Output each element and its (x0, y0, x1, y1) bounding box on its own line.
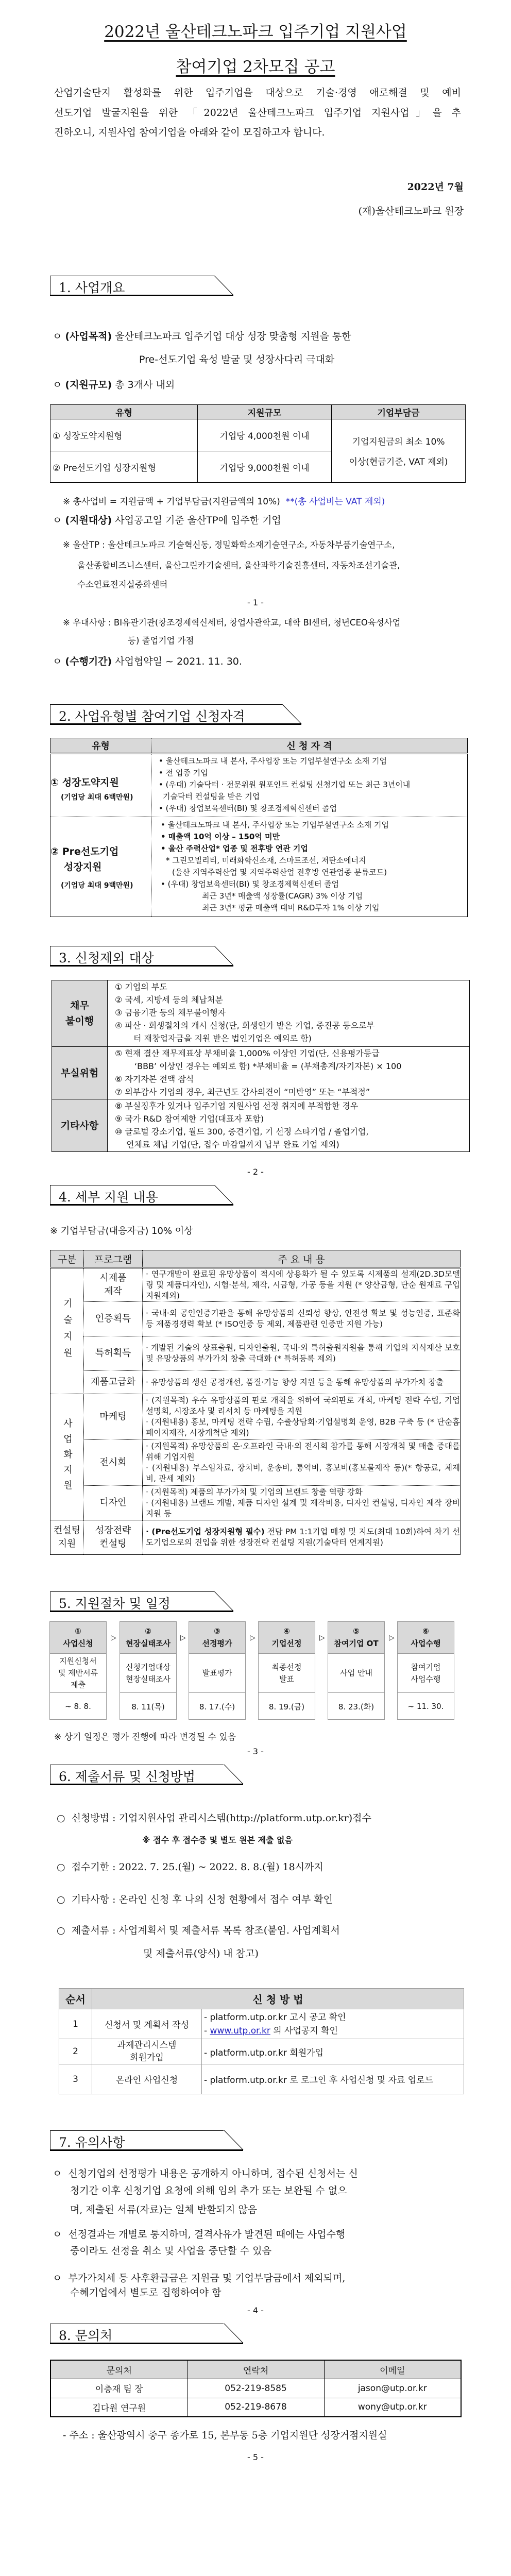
target-item: ㅇ (지원대상) 사업공고일 기준 울산TP에 입주한 기업 (53, 515, 281, 526)
table-row: 김다원 연구원 052-219-8678 wony@utp.or.kr (50, 2398, 461, 2417)
signatory: (재)울산테크노파크 원장 (358, 206, 464, 217)
schedule-step: ⑥ 사업수행 참여기업 사업수행 ~ 11. 30. (397, 1621, 454, 1720)
purpose-item: ㅇ (사업목적) 울산테크노파크 입주기업 대상 성장 맞춤형 지원을 통한 (53, 331, 351, 342)
arrow-right-icon: ▷ (389, 1634, 395, 1642)
announcement-date: 2022년 7월 (407, 181, 464, 193)
section-header-details: 4. 세부 지원 내용 (50, 1185, 233, 1206)
schedule-note: ※ 상기 일정은 평가 진행에 따라 변경될 수 있음 (54, 1732, 236, 1742)
col-header: 지원규모 (198, 405, 332, 419)
table-row: 디자인 · (지원목적) 제품의 부가가치 및 기업의 브랜드 창출 역량 강화 · (지원내용) 브랜드 개발, 제품 디자인 설계 및 제작비용, 디자인 컨설팅, 디자인 제작 장비 지원 등 (50, 1486, 461, 1520)
details-note: ※ 기업부담금(대응자금) 10% 이상 (50, 1226, 193, 1236)
table-row: ② Pre선도기업 성장지원형 기업당 9,000천원 이내 (50, 451, 466, 483)
application-docs: ○ 제출서류 : 사업계획서 및 제출서류 목록 참조(붙임. 사업계획서 (57, 1925, 340, 1936)
schedule-step: ⑤ 참여기업 OT 사업 안내 8. 23.(화) (328, 1621, 385, 1720)
preference-note: ※ 우대사항 : BI유관기관(창조경제혁신세터, 창업사관학교, 대학 BI센터, 청년CEO육성사업 (63, 618, 401, 628)
page-number: - 1 - (247, 598, 264, 607)
application-docs-line2: 및 제출서류(양식) 내 참고) (143, 1948, 259, 1959)
note-line: 수혜기업에서 별도로 집행하여야 함 (70, 2287, 222, 2298)
scale-item: ㅇ (지원규모) 총 3개사 내외 (53, 379, 175, 391)
arrow-right-icon: ▷ (180, 1634, 186, 1642)
page-number: - 4 - (247, 2306, 264, 2315)
application-method: ○ 신청방법 : 기업지원사업 관리시스템(http://platform.utp.or.kr)접수 (57, 1812, 371, 1824)
period-item: ㅇ (수행기간) 사업협약일 ~ 2021. 11. 30. (53, 656, 242, 667)
section-header-exclusion: 3. 신청제외 대상 (50, 946, 233, 967)
address: - 주소 : 울산광역시 중구 종가로 15, 본부동 5층 기업지원단 성장거점지원실 (63, 2430, 387, 2441)
table-row: 기술지원 시제품제작 · 연구개발이 완료된 유망상품이 적시에 상용화가 될 수 있도록 시제품의 설계(2D.3D모델링 및 제품디자인), 시험·분석, 제작, 시금형, 가공 등을 지원 (* 양산금형, 단순 원재료 구입 지원제외) (50, 1268, 461, 1302)
col-header: 유형 (50, 405, 198, 419)
section-header-schedule: 5. 지원절차 및 일정 (50, 1591, 233, 1612)
table-row: 부실위험 ⑤ 현재 결산 재무제표상 부채비율 1,000% 이상인 기업(단, 신용평가등급 ‘BBB’ 이상인 경우는 예외로 함) *부채비율 = (부채총계/자기자본) × 100 ⑥ 자기자본 전액 잠식 ⑦ 외부감사 기업의 경우, 최근년도 감사의견이 “미반영” 또는 “부적정” (52, 1047, 470, 1099)
arrow-right-icon: ▷ (250, 1634, 256, 1642)
cost-note: ※ 총사업비 = 지원금액 + 기업부담금(지원금액의 10%) **(총 사업비는 VAT 제외) (63, 497, 385, 507)
intro-line: 산업기술단지 활성화를 위한 입주기업을 대상으로 기술·경영 애로해결 및 예비 (54, 87, 461, 98)
email-link[interactable]: jason@utp.or.kr (324, 2379, 461, 2398)
table-row: 사업화지원 마케팅 · (지원목적) 우수 유망상품의 판로 개척을 위하여 국외판로 개척, 마케팅 전략 수립, 기업설명회, 시장조사 및 리서치 등 마케팅을 지원 · (지원내용) 홍보, 마케팅 전략 수립, 수출상담회·기업설명회 운영, B2B 구축 등 (* 단순홈페이지제작, 시장개척단 제외) (50, 1394, 461, 1440)
utp-website-link[interactable]: www.utp.or.kr (210, 2025, 270, 2036)
page-number: - 3 - (247, 1747, 264, 1756)
table-row: 인증획득 · 국내·외 공인인증기관을 통해 유망상품의 신뢰성 향상, 안전성 확보 및 성능인증, 표준화 등 제품경쟁력 확보 (* ISO인증 등 제외, 제품관련 인증만 지원 가능) (50, 1302, 461, 1336)
note-item: ㅇ 부가가치세 등 사후환급금은 지원금 및 기업부담금에서 제외되며, (53, 2273, 346, 2284)
col-header: 프로그램 (84, 1250, 143, 1268)
note-item: ㅇ 선정결과는 개별로 통지하며, 결격사유가 발견된 때에는 사업수행 (53, 2229, 346, 2240)
application-steps-table (59, 1988, 464, 2094)
tp-note: 울산종합비즈니스센터, 울산그린카기술센터, 울산과학기술진흥센터, 자동차조선기술관, (77, 561, 400, 570)
note-line: 며, 제출된 서류(자료)는 일체 반환되지 않음 (70, 2204, 258, 2215)
intro-line: 선도기업 발굴지원을 위한 「2022년 울산테크노파크 입주기업 지원사업」을 추 (54, 107, 461, 118)
contact-table (50, 2360, 462, 2417)
table-row: 특허획득 · 개발된 기술의 상표출원, 디자인출원, 국내·외 특허출원지원을 통해 기업의 지식재산 보호 및 유망상품의 부가가치 창출 극대화 (* 특허등록 제외) (50, 1336, 461, 1371)
preference-note: 등) 졸업기업 가점 (128, 636, 194, 646)
tp-note: 수소연료전지실증화센터 (77, 580, 168, 589)
col-header: 연락처 (188, 2360, 324, 2379)
table-row: 1 신청서 및 계획서 작성 - platform.utp.or.kr 고시 공고 확인 - www.utp.or.kr 의 사업공지 확인 (59, 2009, 464, 2039)
table-row: 기타사항 ⑧ 부실징후가 있거나 입주기업 지원사업 선정 취지에 부적합한 경우 ⑨ 국가 R&D 참여제한 기업(대표자 포함) ⑩ 글로벌 강소기업, 월드 300, 중견기업, 기 선정 스타기업 / 졸업기업, 연체료 체납 기업(단, 접수 마감일까지 납부 완료 기업 제외) (52, 1099, 470, 1152)
col-header: 신 청 방 법 (92, 1989, 464, 2009)
schedule-step: ② 현장실태조사 신청기업대상 현장실태조사 8. 11(목) (120, 1621, 177, 1720)
col-header: 기업부담금 (332, 405, 466, 419)
section-header-eligibility: 2. 사업유형별 참여기업 신청자격 (50, 704, 301, 725)
table-row: ① 성장도약지원형 기업당 4,000천원 이내 기업지원금의 최소 10% 이상(현금기준, VAT 제외) (50, 419, 466, 451)
purpose-line2: Pre-선도기업 육성 발굴 및 성장사다리 극대화 (139, 354, 335, 365)
exclusion-table (52, 980, 470, 1152)
col-header: 순서 (59, 1989, 92, 2009)
table-row: ① 성장도약지원 (기업당 최대 6백만원) • 울산테크노파크 내 본사, 주사업장 또는 기업부설연구소 소재 기업 • 전 업종 기업 • (우대) 기술닥터 · 전문위원 원포인트 컨설팅 신청기업 또는 최근 3년이내 기술닥터 컨설팅을 받은 기업 • (우대) 창업보육센터(BI) 및 창조경제혁신센터 졸업 (50, 754, 468, 817)
page-title-line1: 2022년 울산테크노파크 입주기업 지원사업 (104, 23, 407, 41)
table-row: 2 과제관리시스템 회원가입 - platform.utp.or.kr 회원가입 (59, 2039, 464, 2064)
intro-line: 진하오니, 지원사업 참여기업을 아래와 같이 모집하고자 합니다. (54, 127, 325, 138)
col-header: 이메일 (324, 2360, 461, 2379)
page-number: - 5 - (247, 2452, 264, 2462)
note-line: 중이라도 선정을 취소 및 사업을 중단할 수 있음 (70, 2245, 272, 2257)
application-deadline: ○ 접수기한 : 2022. 7. 25.(월) ~ 2022. 8. 8.(월) 18시까지 (57, 1861, 323, 1873)
details-table (50, 1250, 461, 1555)
arrow-right-icon: ▷ (319, 1634, 325, 1642)
note-line: 청기간 이후 신청기업 요청에 의해 임의 추가 또는 보완될 수 없으 (70, 2185, 347, 2196)
arrow-right-icon: ▷ (111, 1634, 116, 1642)
note-item: ㅇ 신청기업의 선정평가 내용은 공개하지 아니하며, 접수된 신청서는 신 (53, 2168, 358, 2179)
col-header: 문의처 (50, 2360, 188, 2379)
schedule-step: ③ 선정평가 발표평가 8. 17.(수) (189, 1621, 246, 1720)
section-header-notes: 7. 유의사항 (50, 2130, 243, 2151)
burden-cell: 기업지원금의 최소 10% 이상(현금기준, VAT 제외) (332, 419, 466, 483)
section-header-application: 6. 제출서류 및 신청방법 (50, 1765, 243, 1785)
table-row: ② Pre선도기업 성장지원 (기업당 최대 9백만원) • 울산테크노파크 내 본사, 주사업장 또는 기업부설연구소 소재 기업 • 매출액 10억 이상 – 150억 미만 • 울산 주력산업* 업종 및 전후방 연관 기업 * 그린모빌리티, 미래화학신소재, 스마트조선, 저탄소에너지 (울산 지역주력산업 및 지역주력산업 전후방 연관업종 분류코드) • (우대) 창업보육센터(BI) 및 창조경제혁신센터 졸업 최근 3년* 매출액 성장률(CAGR) 3% 이상 기업 최근 3년* 평균 매출액 대비 R&D투자 1% 이상 기업 (50, 817, 468, 917)
eligibility-table (50, 738, 468, 917)
page-title-line2: 참여기업 2차모집 공고 (176, 58, 335, 76)
page-number: - 2 - (247, 1167, 264, 1177)
application-etc: ○ 기타사항 : 온라인 신청 후 나의 신청 현황에서 접수 여부 확인 (57, 1894, 333, 1905)
schedule-step: ① 사업신청 지원신청서 및 제반서류 제출 ~ 8. 8. (49, 1621, 107, 1720)
table-row: 이충재 팀 장 052-219-8585 jason@utp.or.kr (50, 2379, 461, 2398)
col-header: 신 청 자 격 (151, 738, 468, 754)
table-row: 3 온라인 사업신청 - platform.utp.or.kr 로 로그인 후 사업신청 및 자료 업로드 (59, 2064, 464, 2094)
application-method-note: ※ 접수 후 접수증 및 별도 원본 제출 없음 (142, 1835, 293, 1845)
table-row: 채무 불이행 ① 기업의 부도 ② 국세, 지방세 등의 체납처분 ③ 금융기관 등의 채무불이행자 ④ 파산 · 회생절차의 개시 신청(단, 회생인가 받은 기업, 중진공 등으로부 터 재창업자금을 지원 받은 법인기업은 예외로 함) (52, 980, 470, 1047)
col-header: 주 요 내 용 (143, 1250, 461, 1268)
table-row: 제품고급화 · 유망상품의 생산 공정개선, 품질·기능 향상 지원 등을 통해 유망상품의 부가가치 창출 (50, 1371, 461, 1394)
col-header: 유형 (50, 738, 151, 754)
tp-note: ※ 울산TP : 울산테크노파크 기술혁신동, 정밀화학소재기술연구소, 자동차부품기술연구소, (63, 540, 395, 550)
schedule-step: ④ 기업선정 최종선정 발표 8. 19.(금) (258, 1621, 315, 1720)
email-link[interactable]: wony@utp.or.kr (324, 2398, 461, 2417)
support-scale-table (50, 404, 466, 483)
section-header-contact: 8. 문의처 (50, 2324, 243, 2344)
category-consulting: 컨설팅지원 (50, 1520, 84, 1555)
table-row: 전시회 · (지원목적) 유망상품의 온·오프라인 국내·외 전시회 참가를 통해 시장개척 및 매출 증대를 위해 기업지원 · (지원내용) 부스임차료, 장치비, 운송비, 통역비, 홍보비(홍보물제작 등)(* 항공료, 체제비, 관세 제외) (50, 1440, 461, 1486)
section-header-overview: 1. 사업개요 (50, 276, 233, 296)
table-row: 컨설팅지원 성장전략 컨설팅 · (Pre선도기업 성장지원형 필수) 전담 PM 1:1기업 매칭 및 지도(최대 10회)하여 차기 선도기업으로의 진입을 위한 성장전략 컨설팅 지원(기술닥터 연계지원) (50, 1520, 461, 1555)
col-header: 구분 (50, 1250, 84, 1268)
